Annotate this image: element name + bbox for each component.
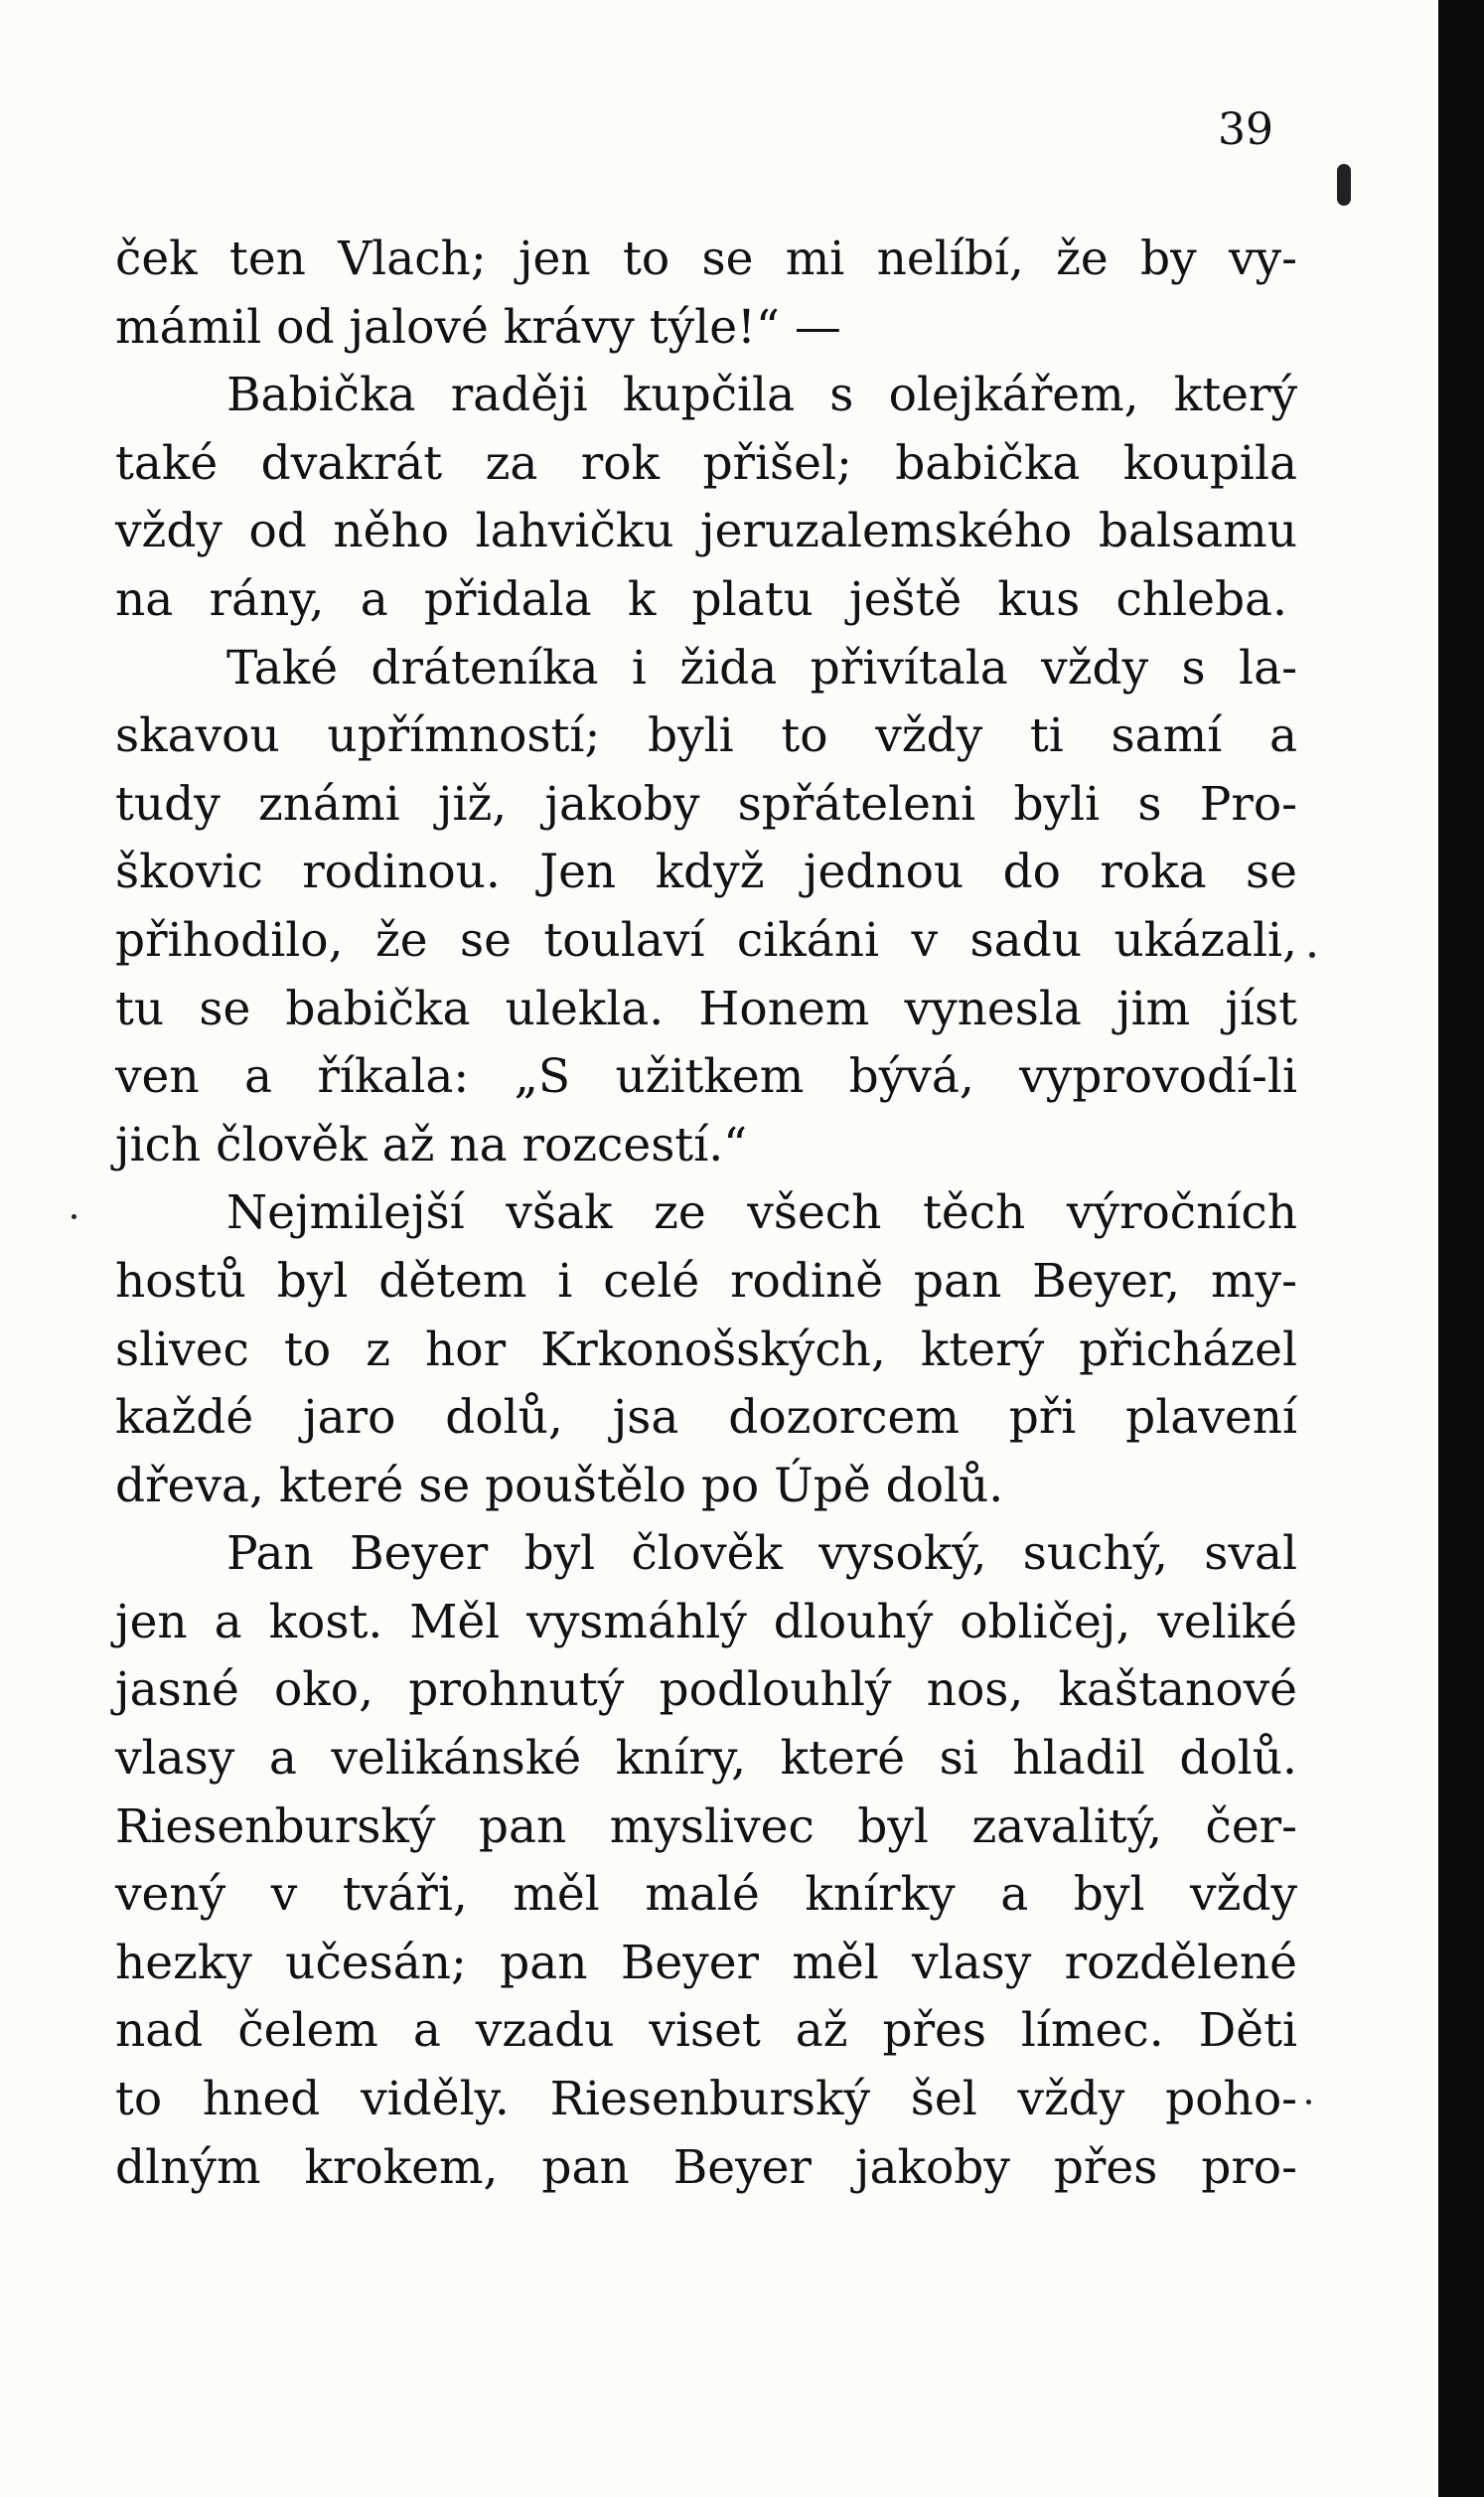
text-line-25: vený v tváři, měl malé knírky a byl vždy bbox=[115, 1867, 1297, 1923]
text-line-3: Babička raději kupčila s olejkářem, který bbox=[226, 368, 1297, 423]
body-text bbox=[115, 226, 1297, 2202]
text-line-27: nad čelem a vzadu viset až přes límec. Děti bbox=[115, 2003, 1297, 2059]
text-line-18: každé jaro dolů, jsa dozorcem při plavení bbox=[115, 1390, 1297, 1446]
text-line-24: Riesenburský pan myslivec byl zavalitý, čer- bbox=[115, 1798, 1297, 1854]
text-line-20: Pan Beyer byl člověk vysoký, suchý, sval bbox=[226, 1526, 1297, 1582]
text-line-28: to hned viděly. Riesenburský šel vždy poho- bbox=[115, 2072, 1297, 2127]
text-line-22: jasné oko, prohnutý podlouhlý nos, kaštanové bbox=[115, 1662, 1297, 1718]
ink-dot bbox=[1306, 2100, 1311, 2105]
text-line-26: hezky učesán; pan Beyer měl vlasy rozdělené bbox=[115, 1935, 1297, 1990]
text-line-10: škovic rodinou. Jen když jednou do roka se bbox=[115, 845, 1297, 900]
ink-dot bbox=[72, 1214, 76, 1219]
text-line-17: slivec to z hor Krkonošských, který přicházel bbox=[115, 1322, 1297, 1377]
ink-dot bbox=[1309, 952, 1315, 958]
text-line-4: také dvakrát za rok přišel; babička koupila bbox=[115, 435, 1297, 491]
text-line-9: tudy známi již, jakoby spřáteleni byli s Pro- bbox=[115, 776, 1297, 832]
page-number: 39 bbox=[1218, 104, 1273, 155]
text-line-21: jen a kost. Měl vysmáhlý dlouhý obličej, veliké bbox=[115, 1594, 1297, 1649]
text-line-7: Také dráteníka i žida přivítala vždy s la- bbox=[226, 640, 1297, 696]
text-line-5: vždy od něho lahvičku jeruzalemského balsamu bbox=[115, 504, 1297, 559]
text-line-29: dlným krokem, pan Beyer jakoby přes pro- bbox=[115, 2139, 1297, 2195]
text-line-11: přihodilo, že se toulaví cikáni v sadu ukázali, bbox=[115, 912, 1297, 968]
ink-spot bbox=[1337, 164, 1351, 206]
text-line-15: Nejmilejší však ze všech těch výročních bbox=[226, 1185, 1297, 1241]
text-line-2: mámil od jalové krávy týle!“ — bbox=[115, 299, 841, 355]
scan-right-edge bbox=[1438, 0, 1484, 2497]
text-line-6: na rány, a přidala k platu ještě kus chleba. bbox=[115, 571, 1287, 627]
text-line-19: dřeva, které se pouštělo po Úpě dolů. bbox=[115, 1458, 1004, 1513]
text-line-13: ven a říkala: „S užitkem bývá, vyprovodí-li bbox=[115, 1049, 1297, 1105]
text-line-23: vlasy a velikánské kníry, které si hladil dolů. bbox=[115, 1731, 1297, 1787]
text-line-16: hostů byl dětem i celé rodině pan Beyer, my- bbox=[115, 1253, 1297, 1309]
text-line-8: skavou upřímností; byli to vždy ti samí a bbox=[115, 708, 1297, 764]
text-line-1: ček ten Vlach; jen to se mi nelíbí, že by vy- bbox=[115, 232, 1297, 286]
text-line-12: tu se babička ulekla. Honem vynesla jim jíst bbox=[115, 981, 1297, 1036]
text-line-14: jich člověk až na rozcestí.“ bbox=[115, 1117, 748, 1172]
